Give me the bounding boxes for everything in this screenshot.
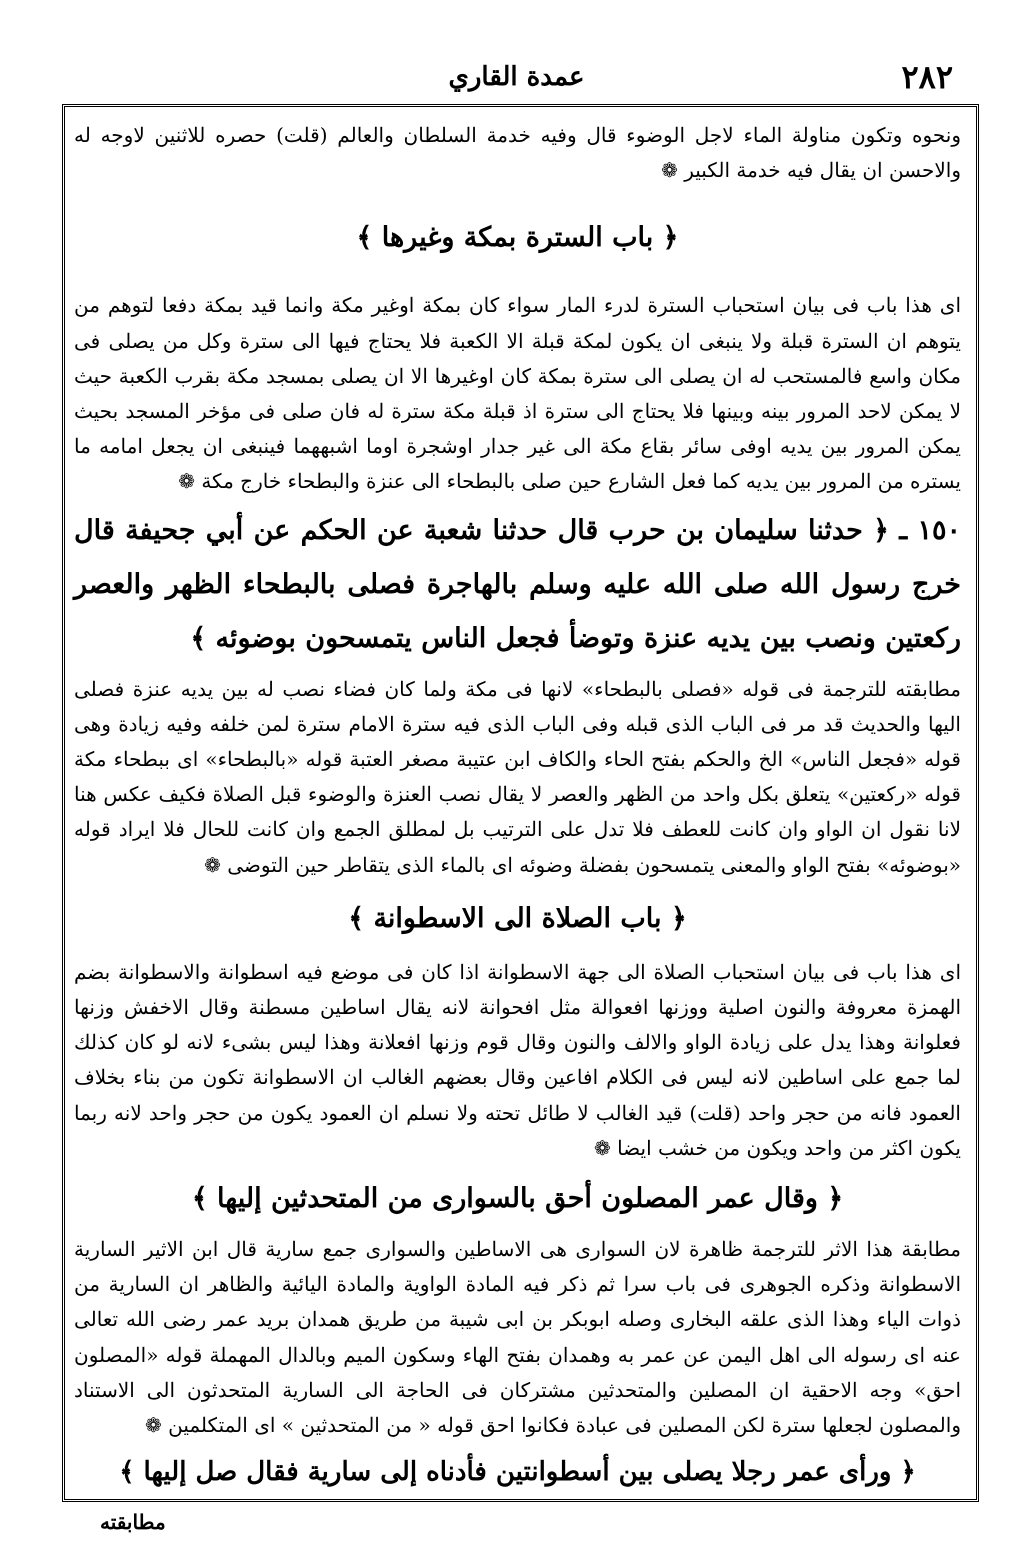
page-number: ٢٨٢ bbox=[901, 58, 953, 96]
commentary-paragraph-4: مطابقة هذا الاثر للترجمة ظاهرة لان السوارى هى الاساطين والسوارى جمع سارية قال ابن الاثير السارية الاسطوانة وذكره الجوهرى فى باب سرا ثم ذكر فيه المادة الواوية والمادة اليائية والظاهر ان السارية من ذوات الياء وهذا الذى علقه البخارى وصله ابوبكر بن ابى شيبة من طريق همدان بريد عمر رضى الله تعالى عنه اى رسوله الى اهل اليمن عن عمر به وهمدان بفتح الهاء وسكون الميم وبالدال المهملة قوله «المصلون احق» وجه الاحقية ان المصلين والمتحدثين مشتركان فى الحاجة الى السارية المتحدثون الى الاستناد والمصلون لجعلها سترة لكن المصلين فى عبادة فكانوا احق قوله « من المتحدثين » اى المتكلمين ❁ bbox=[74, 1237, 961, 1438]
intro-paragraph: ونحوه وتكون مناولة الماء لاجل الوضوء قال وفيه خدمة السلطان والعالم (قلت) حصره للاثنين لاوجه له والاحسن ان يقال فيه خدمة الكبير ❁ bbox=[74, 123, 961, 183]
commentary-paragraph-3: اى هذا باب فى بيان استحباب الصلاة الى جهة الاسطوانة اذا كان فى موضع فيه اسطوانة والاسطوانة بضم الهمزة معروفة والنون اصلية ووزنها افعوالة مثل افحوانة لانه يقال اساطين مسطنة وقال الاخفش وزنها فعلوانة وهذا يدل على زيادة الواو والالف والنون وقال قوم وزنها افعلانة وهذا ليس بشىء لانه لو كان كذلك لما جمع على اساطين لانه ليس فى الكلام افاعين وقال بعضهم الغالب ان الاسطوانة تكون من بناء بخلاف العمود فانه من حجر واحد (قلت) قيد الغالب لا طائل تحته ولا نسلم ان العمود يكون من حجر واحد لانه ربما يكون اكثر من واحد ويكون من خشب ايضا ❁ bbox=[74, 959, 962, 1160]
chapter-heading-ustuwana: ﴿ باب الصلاة الى الاسطوانة ﴾ bbox=[348, 902, 687, 934]
commentary-paragraph-2: مطابقته للترجمة فى قوله «فصلى بالبطحاء» لانها فى مكة ولما كان فضاء نصب له بين يديه عنزة فصلى اليها والحديث قد مر فى الباب الذى قبله وفى الباب الذى فيه سترة الامام سترة لمن خلفه وفيه زيادة وهى قوله «فجعل الناس» الخ والحكم بفتح الحاء والكاف ابن عتيبة مصغر العتبة قوله «بالبطحاء» اى ببطحاء مكة قوله «ركعتين» يتعلق بكل واحد من الظهر والعصر لا يقال نصب العنزة والوضوء قبل الصلاة فكيف عكس هنا لانا نقول ان الواو وان كانت للعطف فلا تدل على الترتيب بل لمطلق الجمع وان كانت للحال فلا ايراد قوله «بوضوئه» بفتح الواو والمعنى يتمسحون بفضلة وضوئه اى بالماء الذى يتقاطر حين التوضى ❁ bbox=[74, 676, 961, 877]
athar-final-line: ﴿ ورأى عمر رجلا يصلى بين أسطوانتين فأدناه إلى سارية فقال صل إليها ﴾ bbox=[119, 1457, 916, 1488]
main-text bbox=[74, 118, 961, 1501]
athar-heading-umar: ﴿ وقال عمر المصلون أحق بالسوارى من المتحدثين إليها ﴾ bbox=[191, 1183, 844, 1215]
commentary-paragraph-1: اى هذا باب فى بيان استحباب السترة لدرء المار سواء كان بمكة اوغير مكة وانما قيد بمكة دفعا لتوهم من يتوهم ان السترة قبلة ولا ينبغى ان يكون لمكة قبلة الا الكعبة فلا يحتاج فيها الى سترة وكل من يصلى فى مكان واسع فالمستحب له ان يصلى الى سترة بمكة كان اوغيرها الا ان يصلى بمسجد مكة بقرب الكعبة حيث لا يمكن لاحد المرور بينه وبينها فلا يحتاج الى سترة اذ قبلة مكة سترة له فان صلى فى مؤخر المسجد بحيث يمكن المرور بين يديه اوفى سائر بقاع مكة الى غير جدار اوشجرة اوما اشبههما فينبغى ان يجعل امامه ما يستره من المرور بين يديه كما فعل الشارع حين صلى بالبطحاء الى عنزة والبطحاء خارج مكة ❁ bbox=[74, 293, 961, 494]
hadith-text bbox=[74, 504, 961, 666]
catchword: مطابقته bbox=[100, 1510, 166, 1534]
page-header bbox=[60, 58, 973, 98]
running-title: عمدة القاري bbox=[448, 62, 585, 92]
hadith-body: ﴿ حدثنا سليمان بن حرب قال حدثنا شعبة عن الحكم عن أبي جحيفة قال خرج رسول الله صلى الله عليه وسلم بالهاجرة فصلى بالبطحاء الظهر والعصر ركعتين ونصب بين يديه عنزة وتوضأ فجعل الناس يتمسحون بوضوئه ﴾ bbox=[74, 514, 961, 654]
hadith-number: ١٥٠ ـ bbox=[899, 514, 962, 546]
chapter-heading-sutra: ﴿ باب السترة بمكة وغيرها ﴾ bbox=[356, 222, 679, 254]
